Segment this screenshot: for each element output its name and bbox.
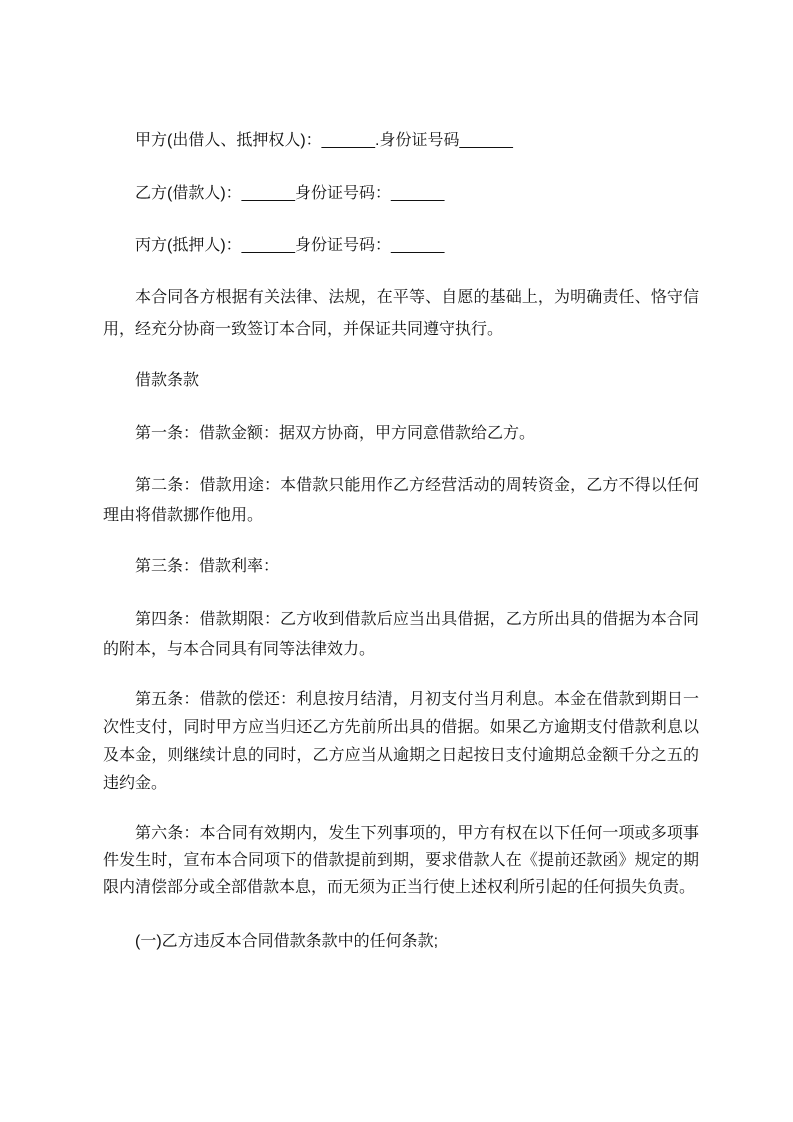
section-heading-text: 借款条款 [135,372,200,389]
clause-1-text: (一)乙方违反本合同借款条款中的任何条款; [135,933,439,950]
party-a-paragraph [103,126,699,156]
article-3-line-1: 第三条：借款利率： [135,558,280,575]
article-4 [103,605,699,665]
preamble-paragraph [103,282,699,346]
preamble-line-1: 本合同各方根据有关法律、法规，在平等、自愿的基础上，为明确责任、恪守信 [135,289,699,306]
party-b-text: 乙方(借款人)：______身份证号码：______ [135,185,445,202]
article-2 [103,471,699,531]
article-6-line-2: 件发生时，宣布本合同项下的借款提前到期，要求借款人在《提前还款函》规定的期 [103,852,699,869]
article-6 [103,820,699,901]
article-3 [103,552,699,582]
party-c-paragraph [103,231,699,261]
party-a-text: 甲方(出借人、抵押权人)：______.身份证号码______ [135,132,513,149]
article-1 [103,419,699,449]
article-6-line-3: 限内清偿部分或全部借款本息，而无须为正当行使上述权利所引起的任何损失负责。 [103,879,696,896]
article-4-line-2: 的附本，与本合同具有同等法律效力。 [103,641,376,658]
article-5-line-3: 及本金，则继续计息的同时，乙方应当从逾期之日起按日支付逾期总金额千分之五的 [103,747,699,764]
article-6-line-1: 第六条：本合同有效期内，发生下列事项的，甲方有权在以下任何一项或多项事 [135,825,699,842]
article-5-line-4: 违约金。 [103,775,168,792]
preamble-line-2: 用，经充分协商一致签订本合同，并保证共同遵守执行。 [103,321,504,338]
article-4-line-1: 第四条：借款期限：乙方收到借款后应当出具借据，乙方所出具的借据为本合同 [135,611,699,628]
article-5 [103,686,699,798]
party-c-text: 丙方(抵押人)：______身份证号码：______ [135,237,445,254]
clause-1 [103,927,699,957]
article-5-line-2: 次性支付，同时甲方应当归还乙方先前所出具的借据。如果乙方逾期支付借款利息以 [103,719,699,736]
article-2-line-2: 理由将借款挪作他用。 [103,507,264,524]
article-5-line-1: 第五条：借款的偿还：利息按月结清，月初支付当月利息。本金在借款到期日一 [135,691,699,708]
article-1-line-1: 第一条：借款金额：据双方协商，甲方同意借款给乙方。 [135,425,536,442]
article-2-line-1: 第二条：借款用途：本借款只能用作乙方经营活动的周转资金，乙方不得以任何 [135,477,699,494]
party-b-paragraph [103,179,699,209]
section-heading [103,366,699,396]
